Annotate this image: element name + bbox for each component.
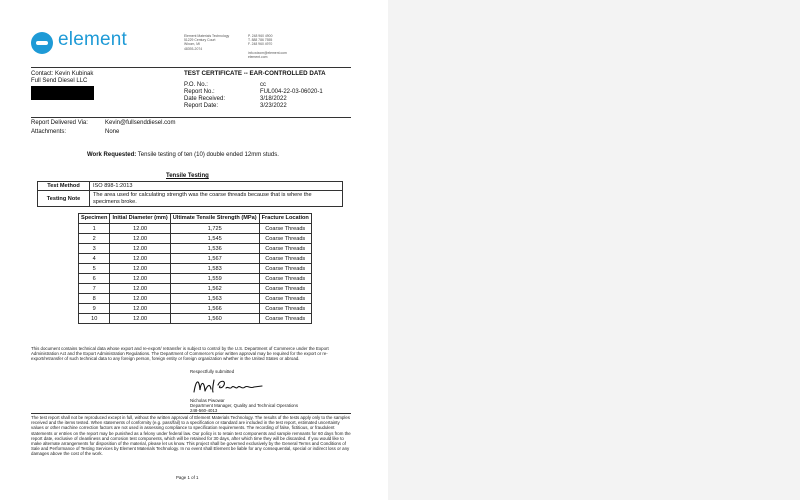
method-value: ISO 898-1:2013 — [90, 182, 343, 191]
cell-specimen: 4 — [79, 254, 110, 264]
company-address — [184, 34, 229, 51]
work-requested — [87, 152, 279, 159]
date-received-label: Date Received: — [184, 96, 226, 102]
signer-block — [190, 398, 298, 414]
cell-specimen: 5 — [79, 264, 110, 274]
cell-fracture: Coarse Threads — [259, 254, 311, 264]
cell-specimen: 9 — [79, 304, 110, 314]
address-line: Element Materials Technology — [184, 34, 230, 38]
address-line: Wixom, MI — [184, 42, 201, 47]
po-label: P.O. No.: — [184, 82, 208, 88]
cell-strength: 1,567 — [170, 254, 259, 264]
cell-strength: 1,563 — [170, 294, 259, 304]
cell-fracture: Coarse Threads — [259, 264, 311, 274]
cell-strength: 1,536 — [170, 244, 259, 254]
header-divider — [31, 67, 351, 68]
legal-footer: The test report shall not be reproduced except in full, without the written approval of Element Materials Technology. The results of the tests apply only to the samples received and the items tested. When statements of conformity (e.g. pass/fail) to a specification or standard are included in the test report, estimated uncertainty values or other machine correction factors are not used in assessing compliance to specification requirements. The recording of false, fictitious, or fraudulent statements or entries on the report may be punished as a felony under federal law. Our policy is to retain test components and sample remnants for 60 days from the report date, exclusive of cleanliness and corrosion test components, which will be retained for 30 days, after which time they will be discarded. If you would like to make alternate arrangements for disposition of the material, please let us know. This project shall be governed exclusively by the General Terms and Conditions of Sale and Performance of Testing Services by Element Materials Technology. In no event shall Element be liable for any consequential, special or indirect loss or any damages above the cost of the work. — [31, 415, 351, 457]
report-date-value: 3/23/2022 — [260, 103, 287, 109]
redacted-address — [31, 86, 94, 100]
delivery-email: Kevin@fullsenddiesel.com — [105, 120, 176, 126]
cell-strength: 1,560 — [170, 314, 259, 324]
certificate-values — [260, 82, 323, 110]
signer-title: Department Manager, Quality and Technical Operations — [190, 403, 299, 409]
table-row — [79, 254, 312, 264]
cell-diameter: 12.00 — [110, 224, 170, 234]
table-row — [79, 224, 312, 234]
table-row — [79, 304, 312, 314]
contact-line: element.com — [248, 55, 268, 59]
cell-strength: 1,545 — [170, 234, 259, 244]
cell-strength: 1,562 — [170, 284, 259, 294]
report-date-label: Report Date: — [184, 103, 219, 109]
date-received-value: 3/18/2022 — [260, 96, 287, 102]
logo-text: element — [58, 29, 127, 50]
signer-name: Nicholas Piwowar — [190, 398, 225, 403]
cell-strength: 1,566 — [170, 304, 259, 314]
company-contact — [248, 34, 287, 59]
report-no-value: FUL004-22-03-06020-1 — [260, 89, 323, 95]
signature-image — [190, 376, 270, 396]
contact-company: Full Send Diesel LLC — [31, 78, 88, 84]
address-line: 51229 Century Court — [184, 38, 216, 43]
cell-fracture: Coarse Threads — [259, 304, 311, 314]
work-requested-label: Work Requested: — [87, 152, 137, 158]
cell-fracture: Coarse Threads — [259, 294, 311, 304]
certificate-title: TEST CERTIFICATE -- EAR-CONTROLLED DATA — [184, 70, 326, 77]
footer-divider — [31, 413, 351, 414]
header-strength: Ultimate Tensile Strength (MPa) — [170, 214, 259, 224]
respectfully-submitted: Respectfully submitted — [190, 369, 235, 374]
table-row — [79, 294, 312, 304]
header-fracture: Fracture Location — [259, 214, 311, 224]
export-notice: This document contains technical data whose export and re-export/ retransfer is subject to control by the U.S. Department of Commerce under the Export Administration Act and the Export Administration Regulations. The Department of Commerce's prior written approval may be required for the export or re-export/retransfer of such technical data to any foreign person, foreign entity or foreign organization whether in the United States or abroad. — [31, 346, 329, 362]
header-specimen: Specimen — [79, 214, 110, 224]
cell-diameter: 12.00 — [110, 314, 170, 324]
cell-diameter: 12.00 — [110, 254, 170, 264]
cell-diameter: 12.00 — [110, 264, 170, 274]
table-row — [79, 234, 312, 244]
cell-fracture: Coarse Threads — [259, 284, 311, 294]
contact-line: P. 248 960 4900 — [248, 34, 273, 38]
table-row — [79, 264, 312, 274]
cell-fracture: Coarse Threads — [259, 224, 311, 234]
cell-diameter: 12.00 — [110, 244, 170, 254]
method-label: Test Method — [38, 182, 90, 191]
cell-fracture: Coarse Threads — [259, 274, 311, 284]
attachments-value: None — [105, 129, 120, 135]
cell-fracture: Coarse Threads — [259, 244, 311, 254]
section-divider — [31, 117, 351, 118]
cell-specimen: 1 — [79, 224, 110, 234]
cell-specimen: 10 — [79, 314, 110, 324]
address-line: 48393-2074 — [184, 46, 203, 51]
results-body — [79, 224, 312, 324]
delivery-label: Report Delivered Via: — [31, 120, 88, 126]
table-row — [79, 284, 312, 294]
contact-line: T. 888 786 7555 — [248, 38, 273, 43]
report-page — [0, 0, 388, 500]
cell-strength: 1,725 — [170, 224, 259, 234]
cell-diameter: 12.00 — [110, 274, 170, 284]
contact-line: F. 248 960 4970 — [248, 42, 273, 47]
method-table — [37, 181, 343, 207]
certificate-labels — [184, 82, 225, 110]
work-requested-value: Tensile testing of ten (10) double ended 12mm studs. — [137, 152, 279, 158]
cell-specimen: 7 — [79, 284, 110, 294]
element-logo — [31, 29, 161, 56]
results-table — [78, 213, 312, 324]
cell-strength: 1,559 — [170, 274, 259, 284]
contact-line: info.wixom@element.com — [248, 50, 287, 55]
cell-specimen: 6 — [79, 274, 110, 284]
page-number: Page 1 of 1 — [176, 475, 199, 480]
cell-specimen: 8 — [79, 294, 110, 304]
cell-fracture: Coarse Threads — [259, 234, 311, 244]
element-logo-icon — [31, 32, 53, 54]
po-value: cc — [260, 82, 266, 88]
cell-diameter: 12.00 — [110, 294, 170, 304]
note-row — [38, 191, 343, 207]
cell-diameter: 12.00 — [110, 304, 170, 314]
attachments-label: Attachments: — [31, 129, 67, 135]
results-header-row — [79, 214, 312, 224]
cell-specimen: 2 — [79, 234, 110, 244]
signer-phone: 248-560-4013 — [190, 408, 218, 414]
cell-diameter: 12.00 — [110, 284, 170, 294]
table-row — [79, 244, 312, 254]
note-value: The area used for calculating strength was the coarse threads because that is where the specimens broke. — [90, 191, 343, 207]
table-row — [79, 314, 312, 324]
contact-block — [31, 71, 93, 85]
cell-fracture: Coarse Threads — [259, 314, 311, 324]
contact-name: Contact: Kevin Kubinak — [31, 71, 94, 77]
note-label: Testing Note — [38, 191, 90, 207]
tensile-title: Tensile Testing — [166, 173, 209, 179]
header-diameter: Initial Diameter (mm) — [110, 214, 170, 224]
method-row — [38, 182, 343, 191]
cell-specimen: 3 — [79, 244, 110, 254]
report-no-label: Report No.: — [184, 89, 215, 95]
cell-diameter: 12.00 — [110, 234, 170, 244]
cell-strength: 1,583 — [170, 264, 259, 274]
table-row — [79, 274, 312, 284]
